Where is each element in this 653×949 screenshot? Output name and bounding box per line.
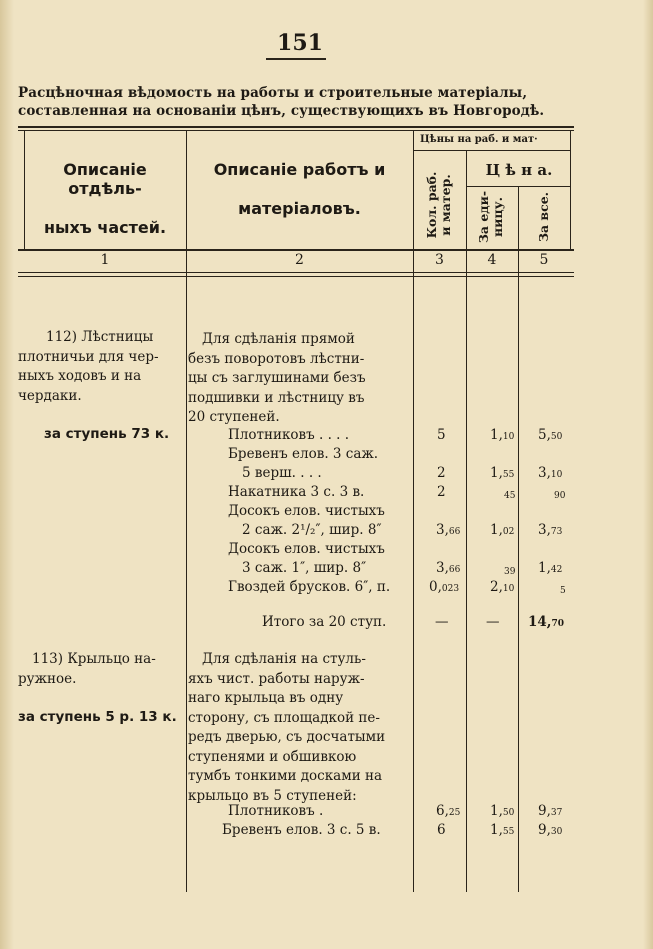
table-top-rule bbox=[18, 126, 574, 128]
page-edge-left bbox=[0, 0, 14, 949]
header-col4-line1: За еди- bbox=[476, 190, 491, 244]
s112-total-unit: — bbox=[486, 614, 500, 630]
s112-title-line3: ныхъ ходовъ и на bbox=[18, 368, 142, 384]
col-line-left bbox=[24, 130, 25, 250]
s112-row6-qty: 3,66 bbox=[436, 522, 461, 538]
s112-row9-total: 5 bbox=[560, 586, 566, 596]
header-col1-line1: Описаніе отдѣль- bbox=[63, 160, 147, 198]
page-number: 151 bbox=[277, 30, 323, 56]
col-number-2: 2 bbox=[295, 252, 304, 268]
s113-row2-text: Бревенъ елов. 3 с. 5 в. bbox=[222, 822, 381, 838]
s112-desc-line3: цы съ заглушинами безъ bbox=[188, 370, 366, 386]
s112-total-label: Итого за 20 ступ. bbox=[262, 614, 387, 630]
s112-row9-qty: 0,023 bbox=[429, 579, 460, 595]
header-col5: За все. bbox=[536, 191, 551, 243]
s112-title-line2: плотничьи для чер- bbox=[18, 348, 159, 365]
s112-row8-total: 1,42 bbox=[538, 560, 563, 576]
s112-row1-qty: 5 bbox=[437, 427, 446, 443]
numbers-rule-2 bbox=[18, 276, 574, 277]
table-top-rule-thin bbox=[18, 130, 574, 131]
s113-title-line1: 113) Крыльцо на- bbox=[32, 651, 156, 667]
s112-row6-unit: 1,02 bbox=[490, 522, 515, 538]
s112-desc-line2: безъ поворотовъ лѣстни- bbox=[188, 350, 365, 367]
s112-row1-text: Плотниковъ . . . . bbox=[228, 427, 350, 443]
s112-row9-unit: 2,10 bbox=[490, 579, 515, 595]
col-number-5: 5 bbox=[539, 252, 549, 268]
header-col1 bbox=[26, 160, 184, 237]
s112-row8-unit: 39 bbox=[504, 567, 516, 577]
s112-row3-unit: 1,55 bbox=[490, 465, 515, 481]
header-col2 bbox=[188, 160, 411, 218]
s113-title-line2: ружное. bbox=[18, 670, 77, 687]
s112-total-value: 14,70 bbox=[528, 614, 565, 630]
s113-row1-text: Плотниковъ . bbox=[228, 803, 324, 819]
s112-row4-text: Накатника 3 с. 3 в. bbox=[228, 484, 365, 500]
col-number-3: 3 bbox=[435, 252, 444, 268]
title-line-1: Расцѣночная вѣдомость на работы и строительные матеріалы, bbox=[18, 85, 528, 101]
header-bottom-rule bbox=[18, 249, 574, 251]
s113-row1-total: 9,37 bbox=[538, 803, 563, 819]
s112-desc-line4: подшивки и лѣстницу въ bbox=[188, 389, 365, 406]
header-col4 bbox=[477, 185, 507, 249]
section-112-desc bbox=[188, 330, 366, 428]
s112-desc-line5: 20 ступеней. bbox=[188, 409, 280, 425]
s112-row1-unit: 1,10 bbox=[490, 427, 515, 443]
section-113-title bbox=[18, 650, 156, 689]
title-line-2: составленная на основаніи цѣнъ, существующихъ въ Новгородѣ. bbox=[18, 103, 545, 119]
s112-row8-text: 3 саж. 1″, шир. 8″ bbox=[242, 560, 367, 576]
col-line-4-5 bbox=[518, 186, 519, 892]
s113-desc-line6: ступенями и обшивкою bbox=[188, 748, 357, 765]
s113-desc-line2: яхъ чист. работы наруж- bbox=[188, 670, 365, 687]
s112-row8-qty: 3,66 bbox=[436, 560, 461, 576]
s113-desc-line5: редъ дверью, съ досчатыми bbox=[188, 729, 386, 745]
header-price-group: Ц ѣ н а. bbox=[485, 161, 553, 179]
col-line-2-3 bbox=[413, 130, 414, 892]
s112-row9-text: Гвоздей брусков. 6″, п. bbox=[228, 579, 391, 595]
s112-desc-line1: Для сдѣланія прямой bbox=[202, 331, 355, 347]
section-113-desc bbox=[188, 650, 385, 806]
s112-row4-total: 90 bbox=[554, 491, 566, 501]
s112-title-line1: 112) Лѣстницы bbox=[46, 329, 154, 345]
col-number-4: 4 bbox=[487, 252, 497, 268]
s112-row5-text: Досокъ елов. чистыхъ bbox=[228, 503, 385, 519]
header-col3-line2: и матер. bbox=[438, 174, 453, 236]
header-col1-line2: ныхъ частей. bbox=[43, 218, 167, 237]
s112-row3-qty: 2 bbox=[437, 465, 446, 481]
s112-row7-text: Досокъ елов. чистыхъ bbox=[228, 541, 385, 557]
section-113-per-step: за ступень 5 р. 13 к. bbox=[18, 709, 177, 725]
col-number-1: 1 bbox=[100, 252, 110, 268]
s112-row3-total: 3,10 bbox=[538, 465, 563, 481]
s113-desc-line4: сторону, съ площадкой пе- bbox=[188, 709, 380, 726]
s113-desc-line7: тумбъ тонкими досками на bbox=[188, 768, 383, 784]
s113-row1-unit: 1,50 bbox=[490, 803, 515, 819]
section-112-per-step: за ступень 73 к. bbox=[44, 426, 170, 442]
col-line-right bbox=[570, 130, 571, 250]
section-112-title bbox=[18, 328, 159, 406]
s112-row4-qty: 2 bbox=[437, 484, 446, 500]
header-col4-line2: ницу. bbox=[490, 197, 505, 238]
s112-title-line4: чердаки. bbox=[18, 387, 82, 404]
document-title bbox=[18, 84, 598, 120]
page-edge-right bbox=[643, 0, 653, 949]
s113-desc-line3: наго крыльца въ одну bbox=[188, 690, 344, 706]
s113-row2-qty: 6 bbox=[437, 822, 446, 838]
numbers-rule-1 bbox=[18, 272, 574, 273]
header-col2-line2: матеріаловъ. bbox=[238, 199, 361, 218]
s113-row2-total: 9,30 bbox=[538, 822, 563, 838]
s112-row4-unit: 45 bbox=[504, 491, 516, 501]
s113-row1-qty: 6,25 bbox=[436, 803, 461, 819]
s112-row6-total: 3,73 bbox=[538, 522, 563, 538]
s112-row6-text: 2 саж. 2¹/₂″, шир. 8″ bbox=[242, 522, 382, 538]
s113-desc-line1: Для сдѣланія на стуль- bbox=[202, 651, 366, 667]
col-line-1-2 bbox=[186, 130, 187, 892]
s112-row2-text: Бревенъ елов. 3 саж. bbox=[228, 446, 379, 462]
header-col3-line1: Кол. раб. bbox=[424, 171, 439, 239]
s113-row2-unit: 1,55 bbox=[490, 822, 515, 838]
header-col3 bbox=[425, 147, 455, 263]
page-number-rule bbox=[266, 58, 326, 60]
header-col2-line1: Описаніе работъ и bbox=[213, 160, 386, 179]
s112-total-qty: — bbox=[435, 614, 449, 630]
s113-desc-line8: крыльцо въ 5 ступеней: bbox=[188, 787, 357, 804]
s112-row1-total: 5,50 bbox=[538, 427, 563, 443]
header-prices-group: Цѣны на раб. и мат· bbox=[420, 134, 538, 145]
s112-row3-text: 5 верш. . . . bbox=[242, 465, 322, 481]
